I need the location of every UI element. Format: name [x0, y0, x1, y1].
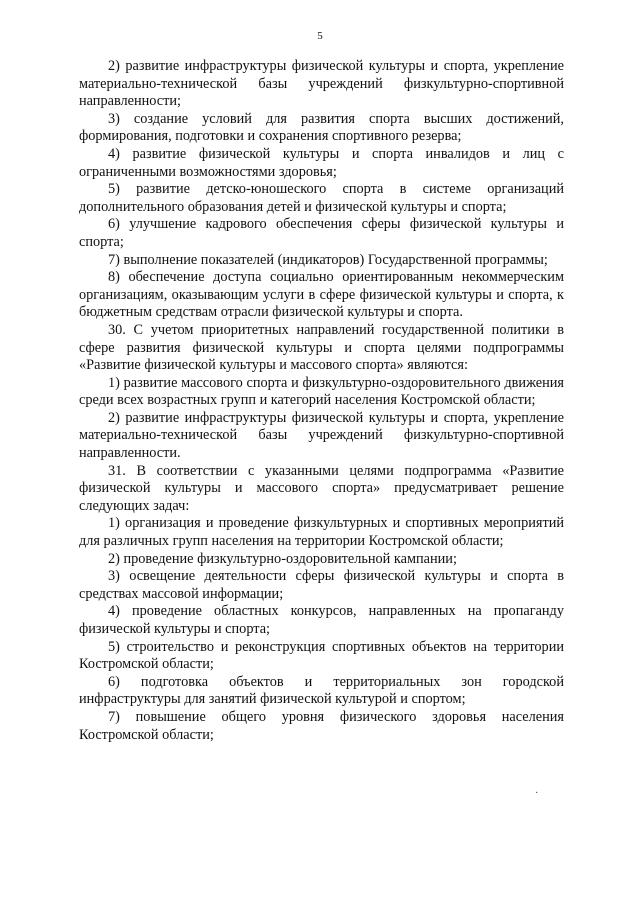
paragraph: 2) проведение физкультурно-оздоровительной кампании; [108, 550, 457, 567]
paragraph: 8) обеспечение доступа социально ориентированным некоммерческим организациям, оказывающим услуги в сфере физической культуры и спорта, к бюджетным средствам отрасли физической культуры и спорта. [79, 269, 564, 321]
page-number: 5 [317, 30, 323, 42]
paragraph: 4) проведение областных конкурсов, направленных на пропаганду физической культуры и спорта; [79, 603, 564, 637]
paragraph: 6) улучшение кадрового обеспечения сферы физической культуры и спорта; [79, 216, 564, 250]
paragraph: 1) развитие массового спорта и физкультурно-оздоровительного движения среди всех возрастных групп и категорий населения Костромской области; [79, 374, 564, 409]
paragraph: 4) развитие физической культуры и спорта инвалидов и лиц с ограниченными возможностями здоровья; [79, 145, 564, 180]
paragraph: 1) организация и проведение физкультурных и спортивных мероприятий для различных групп населения на территории Костромской области; [79, 515, 564, 550]
paragraph: 7) выполнение показателей (индикаторов) Государственной программы; [108, 251, 548, 268]
paragraph: 5) развитие детско-юношеского спорта в системе организаций дополнительного образования детей и физической культуры и спорта; [79, 181, 564, 215]
paragraph: 30. С учетом приоритетных направлений государственной политики в сфере развития физической культуры и спорта целями подпрограммы «Развитие физической культуры и массового спорта» являются: [79, 321, 564, 374]
paragraph: 6) подготовка объектов и территориальных зон городской инфраструктуры для занятий физической культурой и спортом; [79, 673, 564, 708]
paragraph: 7) повышение общего уровня физического здоровья населения Костромской области; [79, 708, 564, 743]
paragraph: 3) освещение деятельности сферы физической культуры и спорта в средствах массовой информации; [79, 568, 564, 602]
scan-speck: · [535, 788, 539, 799]
paragraph: 31. В соответствии с указанными целями подпрограмма «Развитие физической культуры и массового спорта» предусматривает решение следующих задач: [79, 462, 564, 514]
paragraph: 5) строительство и реконструкция спортивных объектов на территории Костромской области; [79, 638, 564, 673]
body-text [79, 58, 564, 744]
paragraph: 2) развитие инфраструктуры физической культуры и спорта, укрепление материально-технической базы учреждений физкультурно-спортивной направленности; [79, 58, 564, 110]
paragraph: 3) создание условий для развития спорта высших достижений, формирования, подготовки и сохранения спортивного резерва; [79, 110, 564, 145]
paragraph: 2) развитие инфраструктуры физической культуры и спорта, укрепление материально-технической базы учреждений физкультурно-спортивной направленности. [79, 409, 564, 462]
